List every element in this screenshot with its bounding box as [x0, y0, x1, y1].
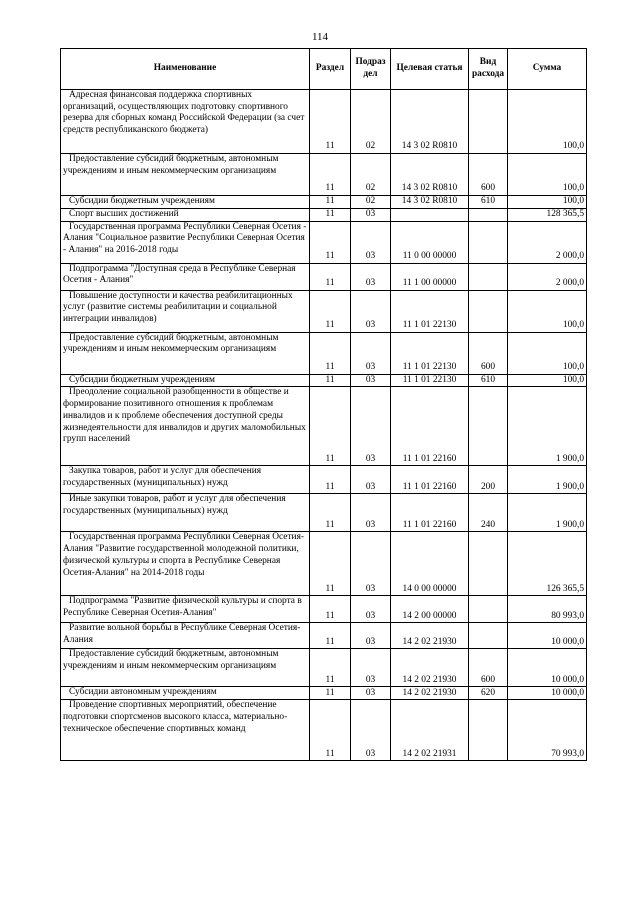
- cell-razdel: 11: [310, 494, 351, 532]
- cell-razdel: 11: [310, 196, 351, 209]
- row-name-text: Иные закупки товаров, работ и услуг для обеспечения государственных (муниципальных) нужд: [63, 494, 286, 517]
- cell-podrazdel: 03: [351, 221, 391, 263]
- table-row: [61, 196, 587, 209]
- cell-sum: 100,0: [508, 374, 587, 387]
- table-row: [61, 90, 587, 154]
- cell-vid: 600: [469, 154, 508, 196]
- table-header: [61, 49, 587, 90]
- table-row: [61, 290, 587, 332]
- table-row: [61, 221, 587, 263]
- cell-sum: 1 900,0: [508, 387, 587, 466]
- cell-podrazdel: 03: [351, 532, 391, 596]
- cell-podrazdel: 03: [351, 208, 391, 221]
- table-row: [61, 263, 587, 290]
- row-name-text: Предоставление субсидий бюджетным, автономным учреждениям и иным некоммерческим организациям: [63, 332, 279, 355]
- cell-article: 11 1 01 22130: [391, 290, 469, 332]
- cell-razdel: 11: [310, 387, 351, 466]
- cell-article: 11 1 00 00000: [391, 263, 469, 290]
- cell-article: 14 2 02 21930: [391, 649, 469, 687]
- cell-podrazdel: 03: [351, 290, 391, 332]
- header-razdel: Раздел: [310, 49, 351, 90]
- header-podrazdel: Подраз дел: [351, 49, 391, 90]
- table-row: [61, 700, 587, 761]
- cell-article: 11 1 01 22160: [391, 466, 469, 494]
- cell-podrazdel: 03: [351, 332, 391, 374]
- cell-name: [61, 332, 310, 374]
- cell-article: 11 1 01 22130: [391, 374, 469, 387]
- cell-sum: 100,0: [508, 332, 587, 374]
- cell-name: [61, 90, 310, 154]
- cell-vid: [469, 700, 508, 761]
- cell-razdel: 11: [310, 700, 351, 761]
- row-name-text: Подпрограмма "Доступная среда в Республике Северная Осетия - Алания": [63, 263, 296, 286]
- cell-name: [61, 687, 310, 700]
- cell-article: 14 3 02 R0810: [391, 90, 469, 154]
- cell-sum: 1 900,0: [508, 494, 587, 532]
- cell-sum: 126 365,5: [508, 532, 587, 596]
- cell-name: [61, 154, 310, 196]
- cell-podrazdel: 03: [351, 494, 391, 532]
- cell-name: [61, 596, 310, 623]
- cell-vid: 610: [469, 374, 508, 387]
- cell-name: [61, 466, 310, 494]
- row-name-text: Предоставление субсидий бюджетным, автономным учреждениям и иным некоммерческим организациям: [63, 649, 279, 672]
- cell-article: 14 2 02 21930: [391, 623, 469, 649]
- cell-vid: 600: [469, 649, 508, 687]
- cell-sum: 2 000,0: [508, 221, 587, 263]
- cell-article: 11 0 00 00000: [391, 221, 469, 263]
- cell-name: [61, 263, 310, 290]
- cell-razdel: 11: [310, 466, 351, 494]
- cell-razdel: 11: [310, 687, 351, 700]
- cell-name: [61, 387, 310, 466]
- cell-sum: 128 365,5: [508, 208, 587, 221]
- cell-podrazdel: 02: [351, 196, 391, 209]
- cell-razdel: 11: [310, 263, 351, 290]
- cell-sum: 70 993,0: [508, 700, 587, 761]
- cell-name: [61, 196, 310, 209]
- cell-sum: 80 993,0: [508, 596, 587, 623]
- table-row: [61, 596, 587, 623]
- cell-article: 14 2 02 21931: [391, 700, 469, 761]
- cell-name: [61, 649, 310, 687]
- cell-vid: [469, 221, 508, 263]
- cell-podrazdel: 03: [351, 387, 391, 466]
- cell-vid: [469, 290, 508, 332]
- header-sum: Сумма: [508, 49, 587, 90]
- cell-razdel: 11: [310, 374, 351, 387]
- cell-razdel: 11: [310, 208, 351, 221]
- table-row: [61, 494, 587, 532]
- cell-sum: 2 000,0: [508, 263, 587, 290]
- cell-name: [61, 374, 310, 387]
- row-name-text: Подпрограмма "Развитие физической культуры и спорта в Республике Северная Осетия-Алания": [63, 596, 302, 619]
- cell-sum: 10 000,0: [508, 623, 587, 649]
- cell-vid: [469, 90, 508, 154]
- row-name-text: Проведение спортивных мероприятий, обеспечение подготовки спортсменов высокого класса, материально-техническое обеспечение спортивных команд: [63, 700, 288, 734]
- table-row: [61, 687, 587, 700]
- cell-article: 14 3 02 R0810: [391, 154, 469, 196]
- cell-podrazdel: 03: [351, 263, 391, 290]
- cell-article: 14 3 02 R0810: [391, 196, 469, 209]
- table-row: [61, 466, 587, 494]
- cell-razdel: 11: [310, 90, 351, 154]
- cell-podrazdel: 03: [351, 374, 391, 387]
- cell-article: 14 2 02 21930: [391, 687, 469, 700]
- row-name-text: Закупка товаров, работ и услуг для обеспечения государственных (муниципальных) нужд: [63, 466, 262, 489]
- cell-vid: [469, 263, 508, 290]
- header-name: Наименование: [61, 49, 310, 90]
- page-number: 114: [311, 31, 329, 43]
- cell-vid: 200: [469, 466, 508, 494]
- cell-name: [61, 532, 310, 596]
- header-row: [61, 49, 587, 90]
- cell-article: 14 2 00 00000: [391, 596, 469, 623]
- cell-podrazdel: 02: [351, 90, 391, 154]
- cell-name: [61, 494, 310, 532]
- row-name-text: Субсидии автономным учреждениям: [69, 687, 217, 698]
- cell-razdel: 11: [310, 649, 351, 687]
- cell-article: [391, 208, 469, 221]
- cell-vid: 610: [469, 196, 508, 209]
- cell-vid: 600: [469, 332, 508, 374]
- table-body: [61, 90, 587, 761]
- table-row: [61, 623, 587, 649]
- cell-vid: [469, 208, 508, 221]
- cell-sum: 10 000,0: [508, 687, 587, 700]
- cell-name: [61, 221, 310, 263]
- row-name-text: Повышение доступности и качества реабилитационных услуг (развитие системы реабилитации и социальной интеграции инвалидов): [63, 290, 293, 325]
- cell-sum: 1 900,0: [508, 466, 587, 494]
- cell-sum: 100,0: [508, 196, 587, 209]
- cell-vid: 620: [469, 687, 508, 700]
- cell-article: 11 1 01 22160: [391, 387, 469, 466]
- table-row: [61, 332, 587, 374]
- cell-razdel: 11: [310, 154, 351, 196]
- cell-name: [61, 700, 310, 761]
- cell-razdel: 11: [310, 623, 351, 649]
- cell-sum: 100,0: [508, 90, 587, 154]
- cell-podrazdel: 02: [351, 154, 391, 196]
- table-row: [61, 387, 587, 466]
- cell-name: [61, 208, 310, 221]
- cell-article: 11 1 01 22130: [391, 332, 469, 374]
- cell-vid: [469, 532, 508, 596]
- cell-name: [61, 623, 310, 649]
- row-name-text: Государственная программа Республики Северная Осетия - Алания "Социальное развитие Республики Северная Осетия - Алания" на 2016-2018 годы: [63, 221, 307, 256]
- cell-podrazdel: 03: [351, 649, 391, 687]
- row-name-text: Адресная финансовая поддержка спортивных организаций, осуществляющих подготовку спортивного резерва для сборных команд Российской Федерации (за счет средств республиканского бюджета): [63, 90, 305, 136]
- row-name-text: Субсидии бюджетным учреждениям: [69, 196, 215, 206]
- cell-razdel: 11: [310, 332, 351, 374]
- table-row: [61, 208, 587, 221]
- row-name-text: Развитие вольной борьбы в Республике Северная Осетия-Алания: [63, 623, 301, 646]
- cell-podrazdel: 03: [351, 623, 391, 649]
- cell-podrazdel: 03: [351, 700, 391, 761]
- cell-sum: 100,0: [508, 154, 587, 196]
- cell-podrazdel: 03: [351, 466, 391, 494]
- table-row: [61, 649, 587, 687]
- cell-razdel: 11: [310, 221, 351, 263]
- cell-name: [61, 290, 310, 332]
- cell-razdel: 11: [310, 532, 351, 596]
- cell-podrazdel: 03: [351, 596, 391, 623]
- table-row: [61, 374, 587, 387]
- cell-sum: 10 000,0: [508, 649, 587, 687]
- cell-vid: [469, 387, 508, 466]
- budget-table: [60, 48, 587, 761]
- table-row: [61, 532, 587, 596]
- cell-article: 11 1 01 22160: [391, 494, 469, 532]
- cell-razdel: 11: [310, 596, 351, 623]
- cell-vid: [469, 596, 508, 623]
- cell-sum: 100,0: [508, 290, 587, 332]
- header-article: Целевая статья: [391, 49, 469, 90]
- cell-vid: 240: [469, 494, 508, 532]
- row-name-text: Субсидии бюджетным учреждениям: [69, 374, 215, 385]
- table-row: [61, 154, 587, 196]
- row-name-text: Спорт высших достижений: [69, 208, 179, 219]
- cell-vid: [469, 623, 508, 649]
- row-name-text: Предоставление субсидий бюджетным, автономным учреждениям и иным некоммерческим организациям: [63, 154, 279, 176]
- cell-article: 14 0 00 00000: [391, 532, 469, 596]
- cell-razdel: 11: [310, 290, 351, 332]
- cell-podrazdel: 03: [351, 687, 391, 700]
- row-name-text: Преодоление социальной разобщенности в обществе и формирование позитивного отношения к проблемам инвалидов и к проблеме обеспечения доступной среды жизнедеятельности для инвалидов и других маломобильных групп населений: [63, 387, 306, 445]
- header-vid: Вид расхода: [469, 49, 508, 90]
- row-name-text: Государственная программа Республики Северная Осетия-Алания "Развитие государственной молодежной политики, физической культуры и спорта в Республике Северная Осетия-Алания" на 2014-2018 годы: [63, 532, 305, 578]
